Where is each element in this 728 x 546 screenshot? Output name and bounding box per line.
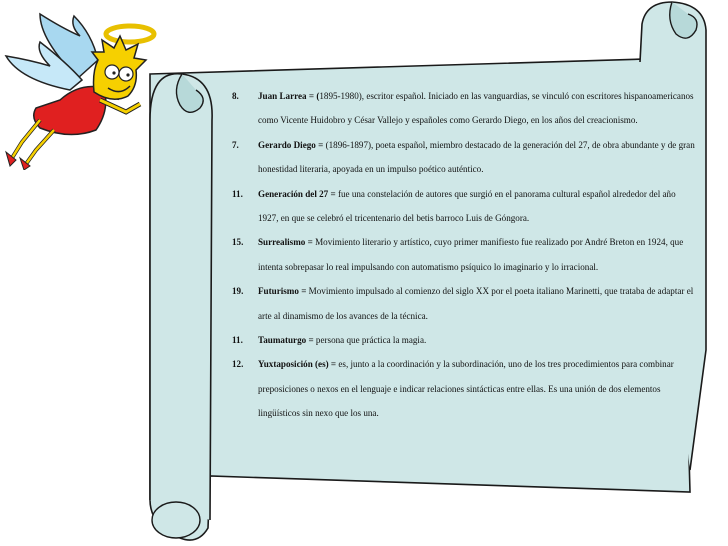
eye-left-icon xyxy=(105,65,119,79)
glossary-list xyxy=(226,84,696,426)
halo-icon xyxy=(106,26,154,42)
glossary-entry xyxy=(226,182,696,231)
glossary-entry xyxy=(226,84,696,133)
entry-definition: 1895-1980), escritor español. Iniciado en las vanguardias, se vinculó con escritores hispanoamericanos como Vicente Huidobro y César Vallejo y españoles como Gerardo Diego, en los años del creacionismo. xyxy=(258,91,694,126)
entry-definition: es, junto a la coordinación y la subordinación, uno de los tres procedimientos para combinar preposiciones o nexos en el lenguaje e indicar relaciones sintácticas entre ellas. Es una unión de dos elementos lingüísticos sin nexo que los una. xyxy=(258,359,674,419)
entry-number: 7. xyxy=(232,139,239,150)
entry-number: 11. xyxy=(232,335,243,346)
entry-definition: Movimiento impulsado al comienzo del siglo XX por el poeta italiano Marinetti, que trataba de adaptar el arte al dinamismo de los avances de la técnica. xyxy=(258,286,694,321)
glossary-entry xyxy=(226,328,696,352)
entry-term: Generación del 27 = xyxy=(258,188,336,199)
entry-term: Surrealismo = xyxy=(258,237,313,248)
entry-number: 15. xyxy=(232,237,244,248)
entry-number: 12. xyxy=(232,359,244,370)
entry-term: Gerardo Diego = xyxy=(258,139,324,150)
glossary-entry xyxy=(226,230,696,279)
entry-definition: persona que práctica la magia. xyxy=(315,335,427,346)
entry-term: Yuxtaposición (es) = xyxy=(258,359,337,370)
scroll-bottom-curl xyxy=(152,502,200,538)
entry-definition: Movimiento literario y artístico, cuyo primer manifiesto fue realizado por André Breton en 1924, que intenta sobrepasar lo real impulsando con automatismo psíquico lo imaginario y lo irracional. xyxy=(258,237,684,272)
red-dress xyxy=(34,87,106,135)
entry-number: 8. xyxy=(232,91,239,101)
entry-number: 19. xyxy=(232,286,244,297)
entry-term: Juan Larrea = ( xyxy=(258,91,320,101)
glossary-entry xyxy=(226,279,696,328)
entry-term: Futurismo = xyxy=(258,286,307,297)
pupil-right xyxy=(126,73,129,76)
entry-term: Taumaturgo = xyxy=(258,335,314,346)
spiky-head xyxy=(92,36,146,99)
entry-definition: fue una constelación de autores que surgió en el panorama cultural español alrededor del año 1927, en que se celebró el tricentenario del betis barroco Luis de Góngora. xyxy=(258,188,676,224)
entry-definition: (1896-1897), poeta español, miembro destacado de la generación del 27, de obra abundante y de gran honestidad literaria, apoyada en un impulso poético auténtico. xyxy=(258,139,695,175)
glossary-entry xyxy=(226,133,696,182)
pupil-left xyxy=(112,71,115,74)
flying-angel-illustration xyxy=(0,0,210,170)
glossary-entry xyxy=(226,352,696,425)
eye-right-icon xyxy=(119,67,133,81)
entry-number: 11. xyxy=(232,188,243,199)
